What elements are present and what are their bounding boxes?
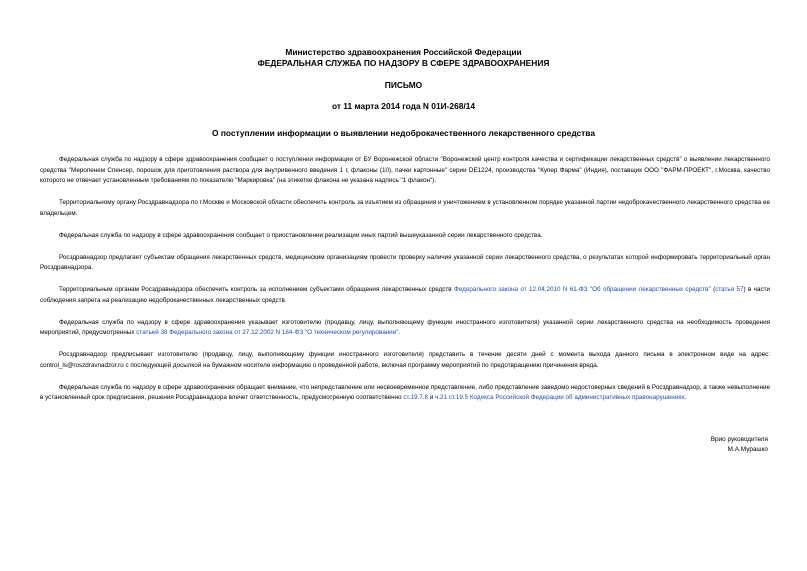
law-61-fz-link[interactable]: Федерального закона от 12.04.2010 N 61-ФЗ "Об обращении лекарственных средств"	[454, 286, 711, 293]
paragraph-6-end: .	[398, 329, 401, 336]
ministry-name: Министерство здравоохранения Российской Федерации	[285, 47, 522, 57]
paragraph-5-end: ) в части соблюдения запрета на реализацию недоброкачественных лекарственных средств.	[40, 286, 770, 304]
document-date-number: от 11 марта 2014 года N 01И-268/14	[331, 101, 476, 111]
document-type: ПИСЬМО	[384, 80, 423, 90]
paragraph-5-sep: (	[710, 286, 716, 293]
koap-19-5-link[interactable]: ч.21 ст.19.5 Кодекса Российской Федерации об административных правонарушениях	[435, 394, 685, 401]
paragraph-8-end: .	[684, 394, 687, 401]
document-subject: О поступлении информации о выявлении недоброкачественного лекарственного средства	[212, 128, 595, 138]
service-name: ФЕДЕРАЛЬНАЯ СЛУЖБА ПО НАДЗОРУ В СФЕРЕ ЗДРАВООХРАНЕНИЯ	[257, 58, 550, 68]
paragraph-8-text: Федеральная служба по надзору в сфере здравоохранения обращает внимание, что непредставление или несвоевременное представление, либо представление заведомо недостоверных сведений в Росздравнадзор, а также невыполнение в установленный срок предписания, решения Росздравнадзора влечет ответственность, предусмотренную соответственно	[40, 383, 770, 401]
paragraph-4: Росздравнадзор предлагает субъектам обращения лекарственных средств, медицинским организациям провести проверку наличия указанной серии лекарственного средства, о результатах которой информировать территориальный орган Росздравнадзора.	[40, 253, 770, 271]
signatory-name: М.А.Мурашко	[727, 446, 768, 453]
paragraph-2: Территориальному органу Росздравнадзора по г.Москве и Московской области обеспечить контроль за изъятием из обращения и уничтожением в установленном порядке указанной партии недоброкачественного лекарственного средства ее владельцем.	[40, 199, 770, 217]
paragraph-3: Федеральная служба по надзору в сфере здравоохранения сообщает о приостановлении реализации иных партий вышеуказанной серии лекарственного средства.	[59, 231, 543, 239]
signatory-position: Врио руководителя	[710, 436, 768, 443]
document-body	[40, 155, 770, 415]
article-19-7-8-link[interactable]: ст.19.7.8	[403, 394, 428, 401]
paragraph-1: Федеральная служба по надзору в сфере здравоохранения сообщает о поступлении информации от БУ Воронежской области "Воронежский центр контроля качества и сертификации лекарственных средств" о выявлении лекарственного средства "Меропенем Спенсер, порошок для приготовления раствора для внутривенного введения 1 г, флаконы (10), пачки картонные" серии DE1224, производства "Купер Фарма" (Индия), поставщик ООО "ФАРМ-ПРОЕКТ", г.Москва, качество которого не отвечает установленным требованиям по показателю "Маркировка" (на этикетке флакона не указана надпись "1 флакон").	[40, 156, 770, 184]
law-184-fz-link[interactable]: статьей 38 Федерального закона от 27.12.2002 N 184-ФЗ "О техническом регулировании"	[136, 329, 399, 336]
paragraph-5	[40, 285, 770, 306]
paragraph-8	[40, 383, 770, 404]
paragraph-6-text: Федеральная служба по надзору в сфере здравоохранения указывает изготовителю (продавцу, лицу, выполняющему функции иностранного изготовителя) указанной серии лекарственного средства на необходимость проведения мероприятий, предусмотренных	[40, 318, 770, 336]
paragraph-8-sep: и	[427, 394, 436, 401]
article-57-link[interactable]: статья 57	[715, 286, 744, 293]
paragraph-5-text: Территориальным органам Росздравнадзора обеспечить контроль за исполнением субъектами обращения лекарственных средств	[59, 286, 455, 293]
paragraph-6	[40, 318, 770, 339]
paragraph-7: Росздравнадзор предписывает изготовителю (продавцу, лицу, выполняющему функции иностранного изготовителя) представить в течение десяти дней с момента выхода данного письма в электронном виде на адрес: control_ls@roszdravnadzor.ru с последующей досылкой на бумажном носителе информацию о проведенной работе, включая программу мероприятий по предотвращению причинения вреда.	[40, 351, 770, 369]
